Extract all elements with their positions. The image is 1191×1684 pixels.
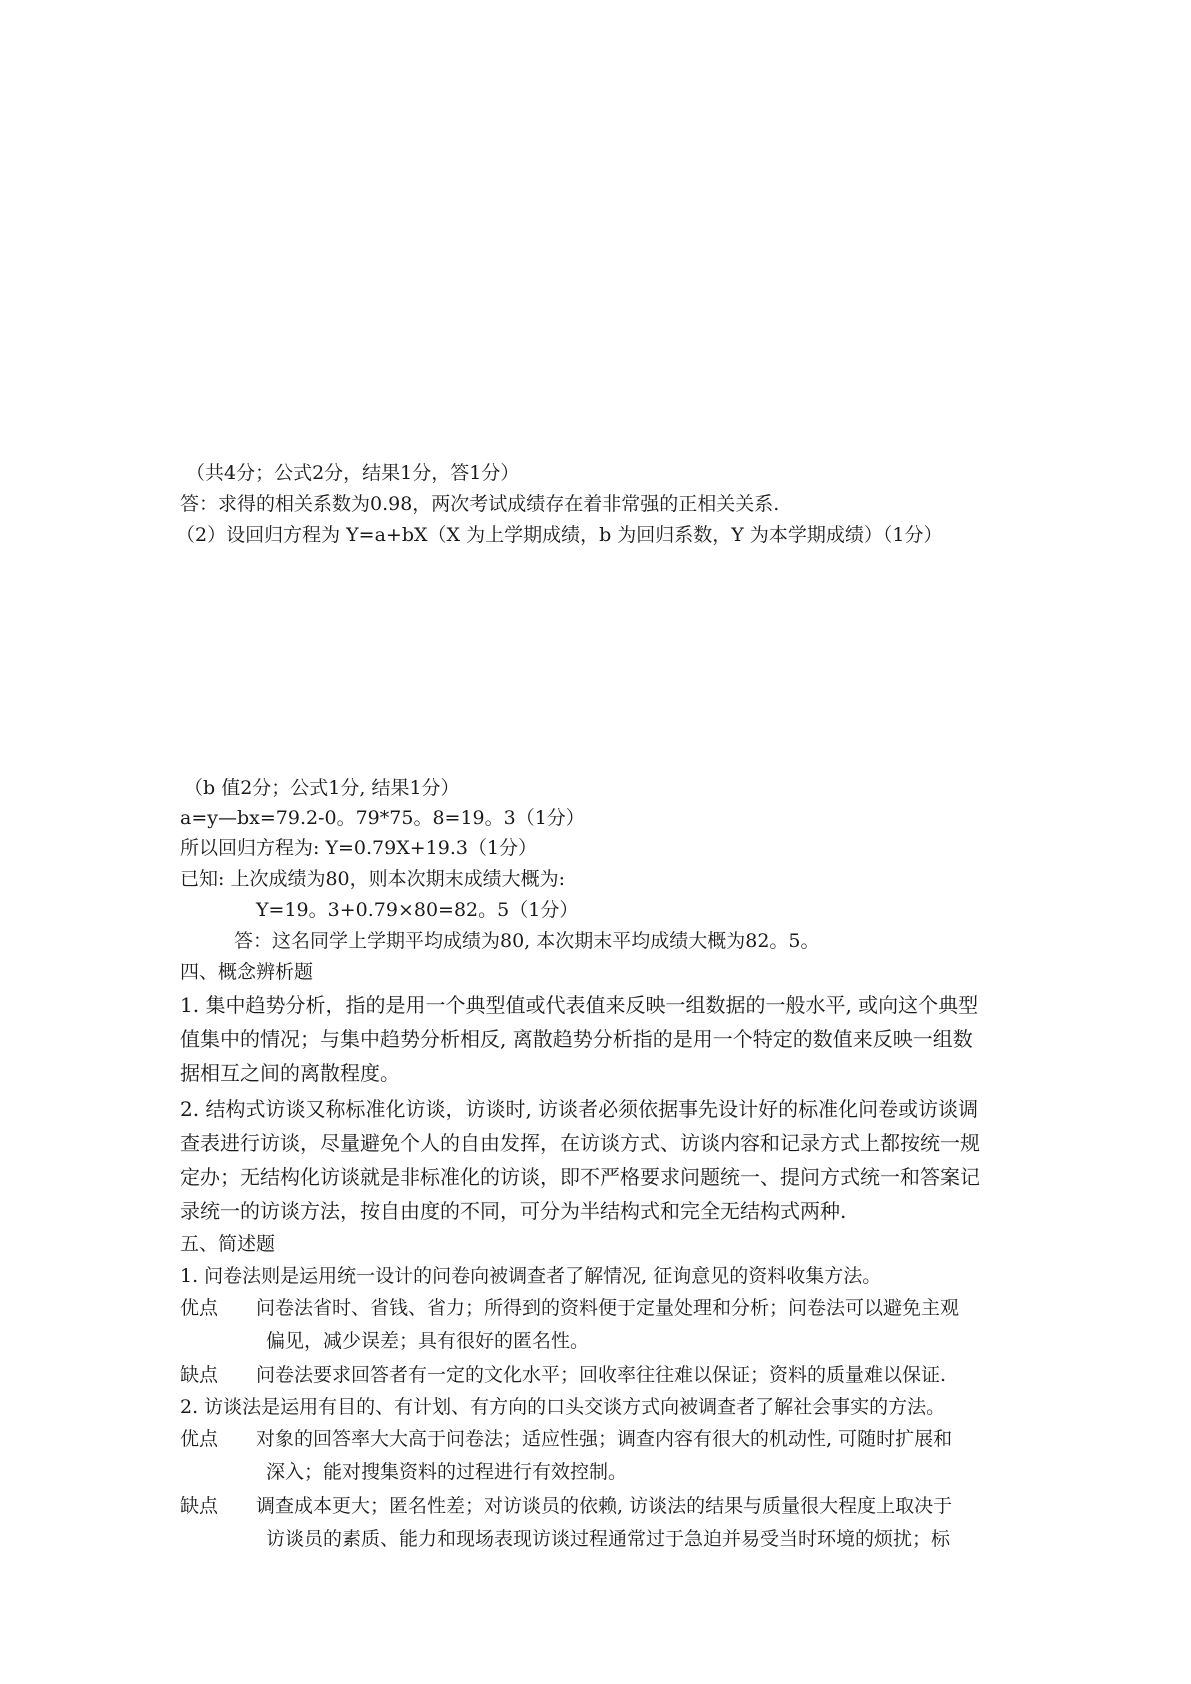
questionnaire-pros-label: 优点 <box>180 1297 219 1319</box>
interview-pros-line-2: 深入；能对搜集资料的过程进行有效控制。 <box>266 1461 628 1483</box>
interview-pros-label: 优点 <box>180 1428 219 1450</box>
concept-1-line-2: 值集中的情况；与集中趋势分析相反, 离散趋势分析指的是用一个特定的数值来反映一组数 <box>180 1027 973 1051</box>
concept-1-line-3: 据相互之间的离散程度。 <box>180 1061 400 1085</box>
regression-setup: （2）设回归方程为 Y=a+bX（X 为上学期成绩，b 为回归系数，Y 为本学期成绩）（1分） <box>176 524 943 546</box>
interview-definition: 2. 访谈法是运用有目的、有计划、有方向的口头交谈方式向被调查者了解社会事实的方法。 <box>180 1396 946 1418</box>
intercept-calculation: a=y—bx=79.2-0。79*75。8=19。3（1分） <box>180 807 585 829</box>
prediction-answer: 答：这名同学上学期平均成绩为80, 本次期末平均成绩大概为82。5。 <box>234 930 820 952</box>
score-note-regression: （b 值2分；公式1分, 结果1分） <box>184 777 460 799</box>
prediction-calculation: Y=19。3+0.79×80=82。5（1分） <box>256 899 579 921</box>
concept-2-line-3: 定办；无结构化访谈就是非标准化的访谈，即不严格要求问题统一、提问方式统一和答案记 <box>180 1165 980 1189</box>
questionnaire-cons-line-1: 问卷法要求回答者有一定的文化水平；回收率往往难以保证；资料的质量难以保证. <box>256 1364 947 1386</box>
questionnaire-definition: 1. 问卷法则是运用统一设计的问卷向被调查者了解情况, 征询意见的资料收集方法。 <box>180 1265 882 1287</box>
questionnaire-cons-label: 缺点 <box>180 1364 219 1386</box>
correlation-answer: 答：求得的相关系数为0.98，两次考试成绩存在着非常强的正相关关系. <box>180 493 780 515</box>
concept-2-line-1: 2. 结构式访谈又称标准化访谈，访谈时, 访谈者必须依据事先设计好的标准化问卷或访谈调 <box>180 1097 979 1121</box>
known-condition: 已知: 上次成绩为80，则本次期末成绩大概为: <box>180 868 566 890</box>
concept-1-line-1: 1. 集中趋势分析，指的是用一个典型值或代表值来反映一组数据的一般水平, 或向这个典型 <box>180 993 979 1017</box>
section-heading-concepts: 四、概念辨析题 <box>180 961 314 983</box>
interview-cons-line-2: 访谈员的素质、能力和现场表现访谈过程通常过于急迫并易受当时环境的烦扰；标 <box>266 1528 951 1550</box>
regression-equation: 所以回归方程为: Y=0.79X+19.3（1分） <box>180 837 538 859</box>
interview-pros-line-1: 对象的回答率大大高于问卷法；适应性强；调查内容有很大的机动性, 可随时扩展和 <box>256 1428 953 1450</box>
concept-2-line-4: 录统一的访谈方法，按自由度的不同，可分为半结构式和完全无结构式两种. <box>180 1199 847 1223</box>
section-heading-short-answer: 五、简述题 <box>180 1233 276 1255</box>
score-note-correlation: （共4分；公式2分，结果1分，答1分） <box>186 462 520 484</box>
interview-cons-line-1: 调查成本更大；匿名性差；对访谈员的依赖, 访谈法的结果与质量很大程度上取决于 <box>256 1495 953 1517</box>
questionnaire-pros-line-2: 偏见，减少误差；具有很好的匿名性。 <box>266 1330 590 1352</box>
concept-2-line-2: 查表进行访谈，尽量避免个人的自由发挥，在访谈方式、访谈内容和记录方式上都按统一规 <box>180 1131 980 1155</box>
questionnaire-pros-line-1: 问卷法省时、省钱、省力；所得到的资料便于定量处理和分析；问卷法可以避免主观 <box>256 1297 960 1319</box>
interview-cons-label: 缺点 <box>180 1495 219 1517</box>
